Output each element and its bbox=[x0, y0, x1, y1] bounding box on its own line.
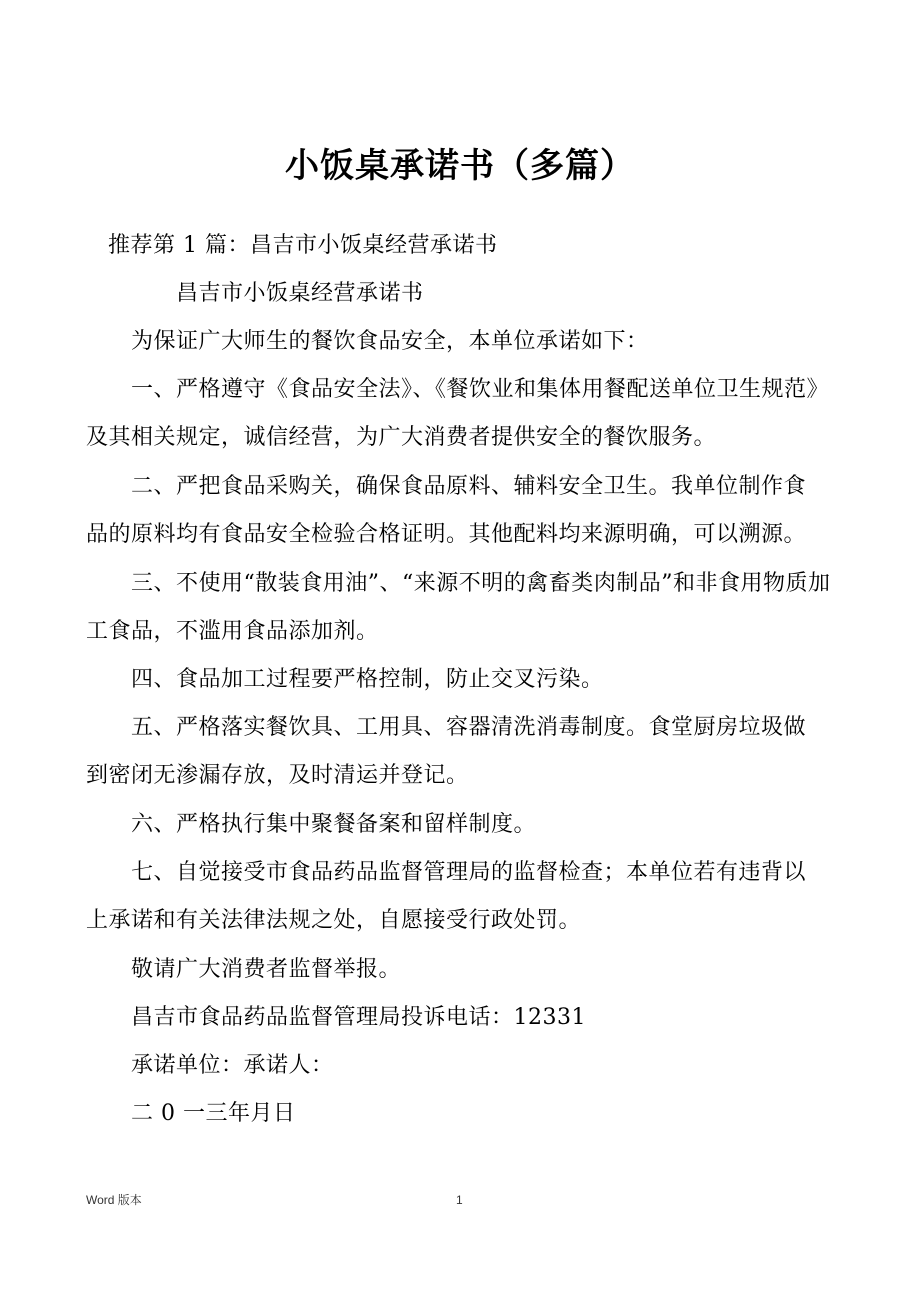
recommend-heading: 推荐第 1 篇：昌吉市小饭桌经营承诺书 bbox=[108, 233, 498, 258]
complaint-phone: 昌吉市食品药品监督管理局投诉电话：12331 bbox=[131, 1005, 586, 1030]
item1-line1: 一、严格遵守《食品安全法》、《餐饮业和集体用餐配送单位卫生规范》 bbox=[131, 377, 830, 402]
date-line: 二 0 一三年月日 bbox=[131, 1101, 296, 1126]
item4-paragraph: 四、食品加工过程要严格控制，防止交叉污染。 bbox=[131, 667, 604, 692]
signature-line: 承诺单位：承诺人： bbox=[131, 1053, 334, 1078]
item1-line2: 及其相关规定，诚信经营，为广大消费者提供安全的餐饮服务。 bbox=[86, 425, 717, 450]
item3-line1: 三、不使用“散装食用油”、“来源不明的禽畜类肉制品”和非食用物质加 bbox=[131, 571, 831, 596]
intro-paragraph: 为保证广大师生的餐饮食品安全，本单位承诺如下： bbox=[131, 329, 649, 354]
item5-line1: 五、严格落实餐饮具、工用具、容器清洗消毒制度。食堂厨房垃圾做 bbox=[131, 715, 807, 740]
footer-word-version: Word 版本 bbox=[86, 1193, 142, 1207]
item3-line2: 工食品，不滥用食品添加剂。 bbox=[86, 619, 379, 644]
item2-line2: 品的原料均有食品安全检验合格证明。其他配料均来源明确，可以溯源。 bbox=[86, 522, 807, 547]
closing-paragraph: 敬请广大消费者监督举报。 bbox=[131, 957, 402, 982]
item6-paragraph: 六、严格执行集中聚餐备案和留样制度。 bbox=[131, 812, 537, 837]
document-title: 小饭桌承诺书（多篇） bbox=[285, 146, 635, 186]
subtitle: 昌吉市小饭桌经营承诺书 bbox=[176, 281, 424, 306]
item5-line2: 到密闭无渗漏存放，及时清运并登记。 bbox=[86, 763, 469, 788]
page-number: 1 bbox=[456, 1193, 463, 1207]
item7-line1: 七、自觉接受市食品药品监督管理局的监督检查；本单位若有违背以 bbox=[131, 860, 807, 885]
item7-line2: 上承诺和有关法律法规之处，自愿接受行政处罚。 bbox=[86, 908, 582, 933]
item2-line1: 二、严把食品采购关，确保食品原料、辅料安全卫生。我单位制作食 bbox=[131, 474, 807, 499]
